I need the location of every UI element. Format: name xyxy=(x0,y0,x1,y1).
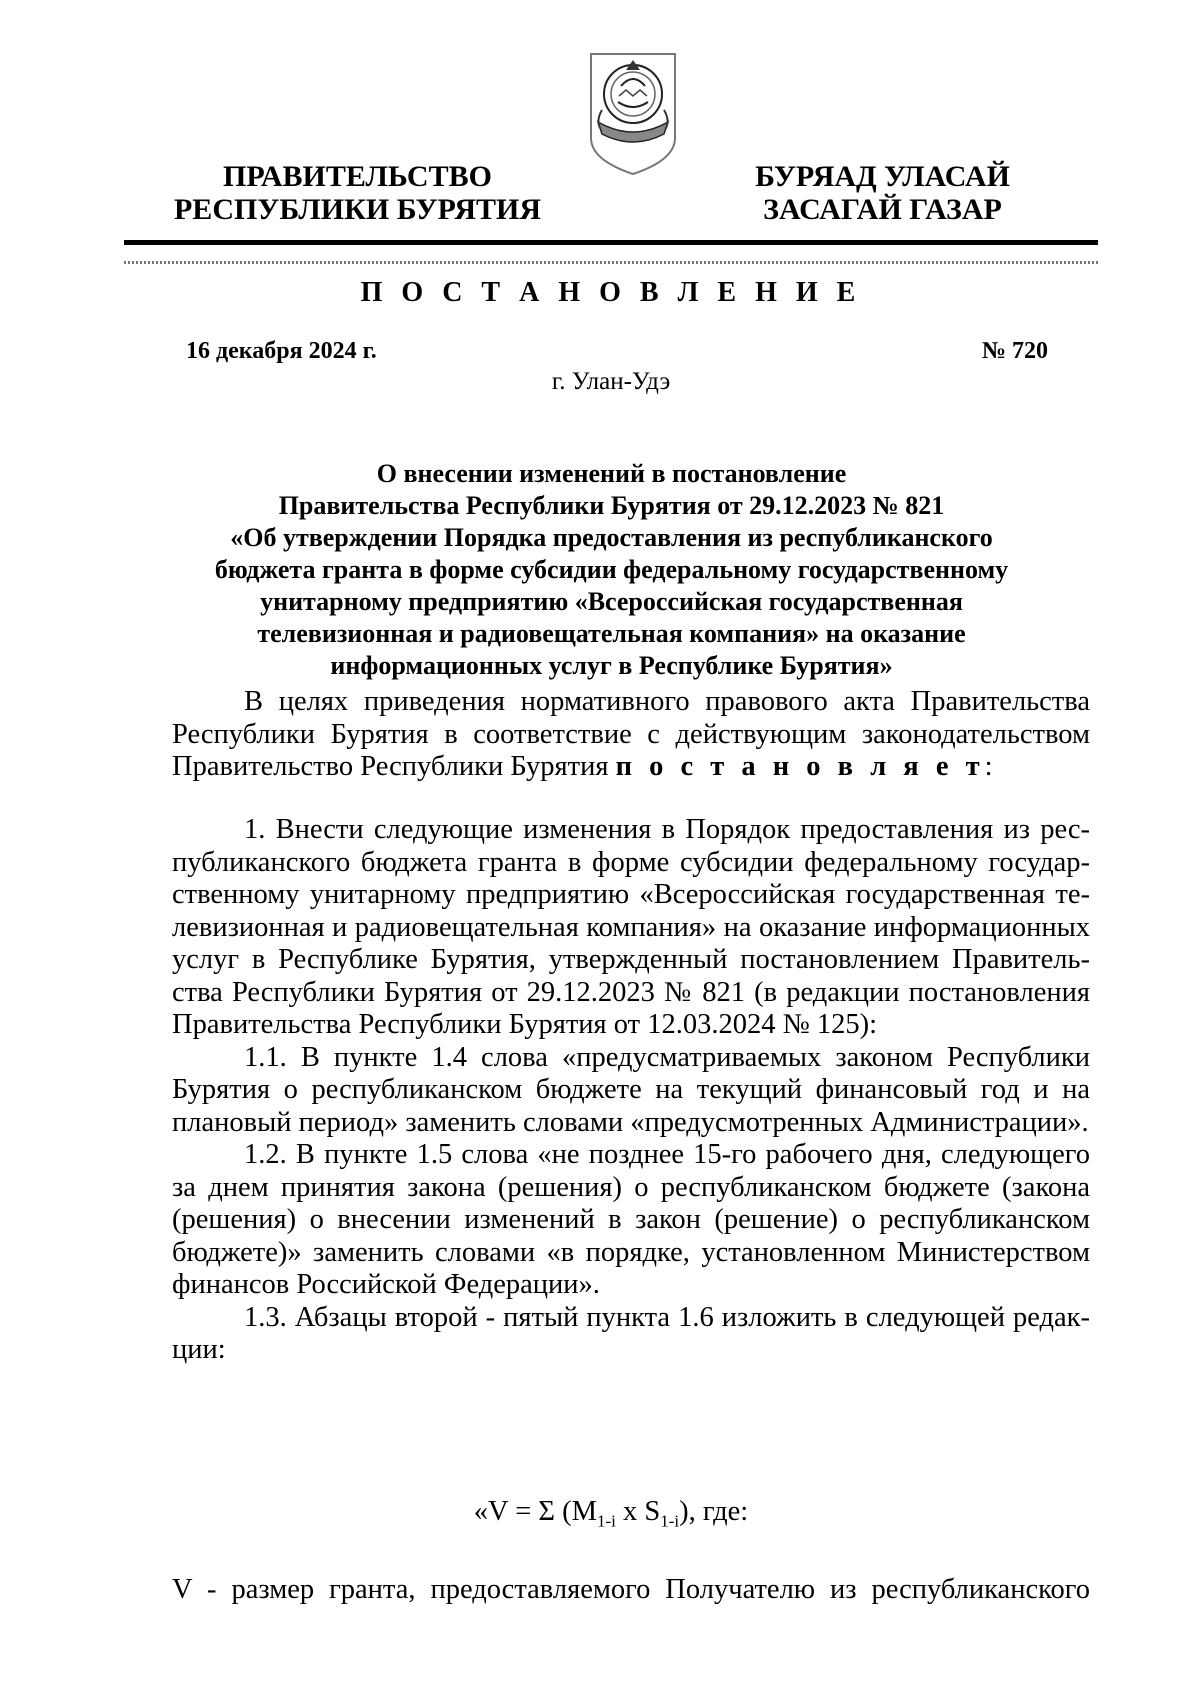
body-line: ции: xyxy=(172,1334,226,1365)
body-line: Бурятия о республиканском бюджете на текущий финансовый год и на xyxy=(172,1074,1090,1105)
title-line: бюджета гранта в форме субсидии федеральному государственному xyxy=(214,555,1009,584)
title-line: «Об утверждении Порядка предоставления из республиканского xyxy=(230,523,993,552)
header-right-line2: ЗАСАГАЙ ГАЗАР xyxy=(763,193,1002,226)
formula-suffix: ), где: xyxy=(679,1496,749,1527)
formula-subscript-m: 1-i xyxy=(596,1511,616,1531)
title-line: Правительства Республики Бурятия от 29.12.2023 № 821 xyxy=(278,491,945,520)
document-city: г. Улан-Удэ xyxy=(551,368,671,395)
decree-verb: п о с т а н о в л я е т xyxy=(615,751,985,782)
formula-prefix: «V = Σ (M xyxy=(473,1496,597,1527)
document-date: 16 декабря 2024 г. xyxy=(186,338,377,364)
body-line: услуг в Республике Бурятия, утвержденный постановлением Правитель- xyxy=(172,944,1090,975)
body-line xyxy=(172,751,1090,784)
document-number: № 720 xyxy=(981,338,1048,364)
body-line: бюджете)» заменить словами «в порядке, установленном Министерством xyxy=(172,1236,1090,1268)
body-line: 1.3. Абзацы второй - пятый пункта 1.6 изложить в следующей редак- xyxy=(244,1301,1090,1333)
body-line: Республики Бурятия в соответствие с действующим законодательством xyxy=(172,718,1090,750)
preamble-paragraph xyxy=(172,686,1090,784)
body-line: 1.1. В пункте 1.4 слова «предусматриваемых законом Республики xyxy=(244,1041,1090,1073)
formula-subscript-s: 1-i xyxy=(660,1511,680,1531)
grant-formula xyxy=(124,1496,1098,1532)
body-line: плановый период» заменить словами «предусмотренных Администрации». xyxy=(172,1106,1089,1138)
body-line: финансов Российской Федерации». xyxy=(172,1269,600,1300)
point-1-paragraph xyxy=(172,814,1090,1367)
body-line: за днем принятия закона (решения) о республиканском бюджете (закона xyxy=(172,1171,1090,1203)
header-divider-thin xyxy=(124,261,1098,264)
header-left-line2: РЕСПУБЛИКИ БУРЯТИЯ xyxy=(173,193,542,226)
header-divider-thick xyxy=(124,240,1098,245)
government-name-russian xyxy=(170,160,545,226)
body-line: ства Республики Бурятия от 29.12.2023 № 821 (в редакции постановления xyxy=(172,976,1090,1008)
document-title xyxy=(130,458,1093,682)
document-type: П О С Т А Н О В Л Е Н И Е xyxy=(360,277,862,308)
body-line: Правительства Республики Бурятия от 12.03.2024 № 125): xyxy=(172,1009,878,1040)
body-line: 1.2. В пункте 1.5 слова «не позднее 15-го рабочего дня, следующего xyxy=(244,1139,1090,1170)
body-line: 1. Внести следующие изменения в Порядок предоставления из рес- xyxy=(244,814,1090,845)
title-line: телевизионная и радиовещательная компания» на оказание xyxy=(257,619,966,648)
government-name-buryat xyxy=(745,160,1020,226)
title-line: О внесении изменений в постановление xyxy=(376,459,847,488)
preamble-colon: : xyxy=(984,751,993,782)
body-line: левизионная и радиовещательная компания» на оказание информационных xyxy=(172,911,1090,943)
formula-definition xyxy=(172,1574,1090,1607)
coat-of-arms-emblem xyxy=(588,50,678,176)
body-line: публиканского бюджета гранта в форме субсидии федеральному государ- xyxy=(172,846,1090,878)
body-line: В целях приведения нормативного правового акта Правительства xyxy=(244,686,1090,717)
body-line: V - размер гранта, предоставляемого Получателю из республиканского xyxy=(172,1574,1090,1605)
header-right-line1: БУРЯАД УЛАСАЙ xyxy=(755,160,1010,193)
title-line: информационных услуг в Республике Бурятия» xyxy=(330,651,893,680)
body-line: (решения) о внесении изменений в закон (решение) о республиканском xyxy=(172,1204,1090,1235)
formula-mid: x S xyxy=(615,1496,661,1527)
body-line: ственному унитарному предприятию «Всероссийская государственная те- xyxy=(172,879,1090,910)
header-left-line1: ПРАВИТЕЛЬСТВО xyxy=(223,160,492,193)
preamble-text: Правительство Республики Бурятия xyxy=(172,751,616,782)
title-line: унитарному предприятию «Всероссийская государственная xyxy=(260,587,963,616)
